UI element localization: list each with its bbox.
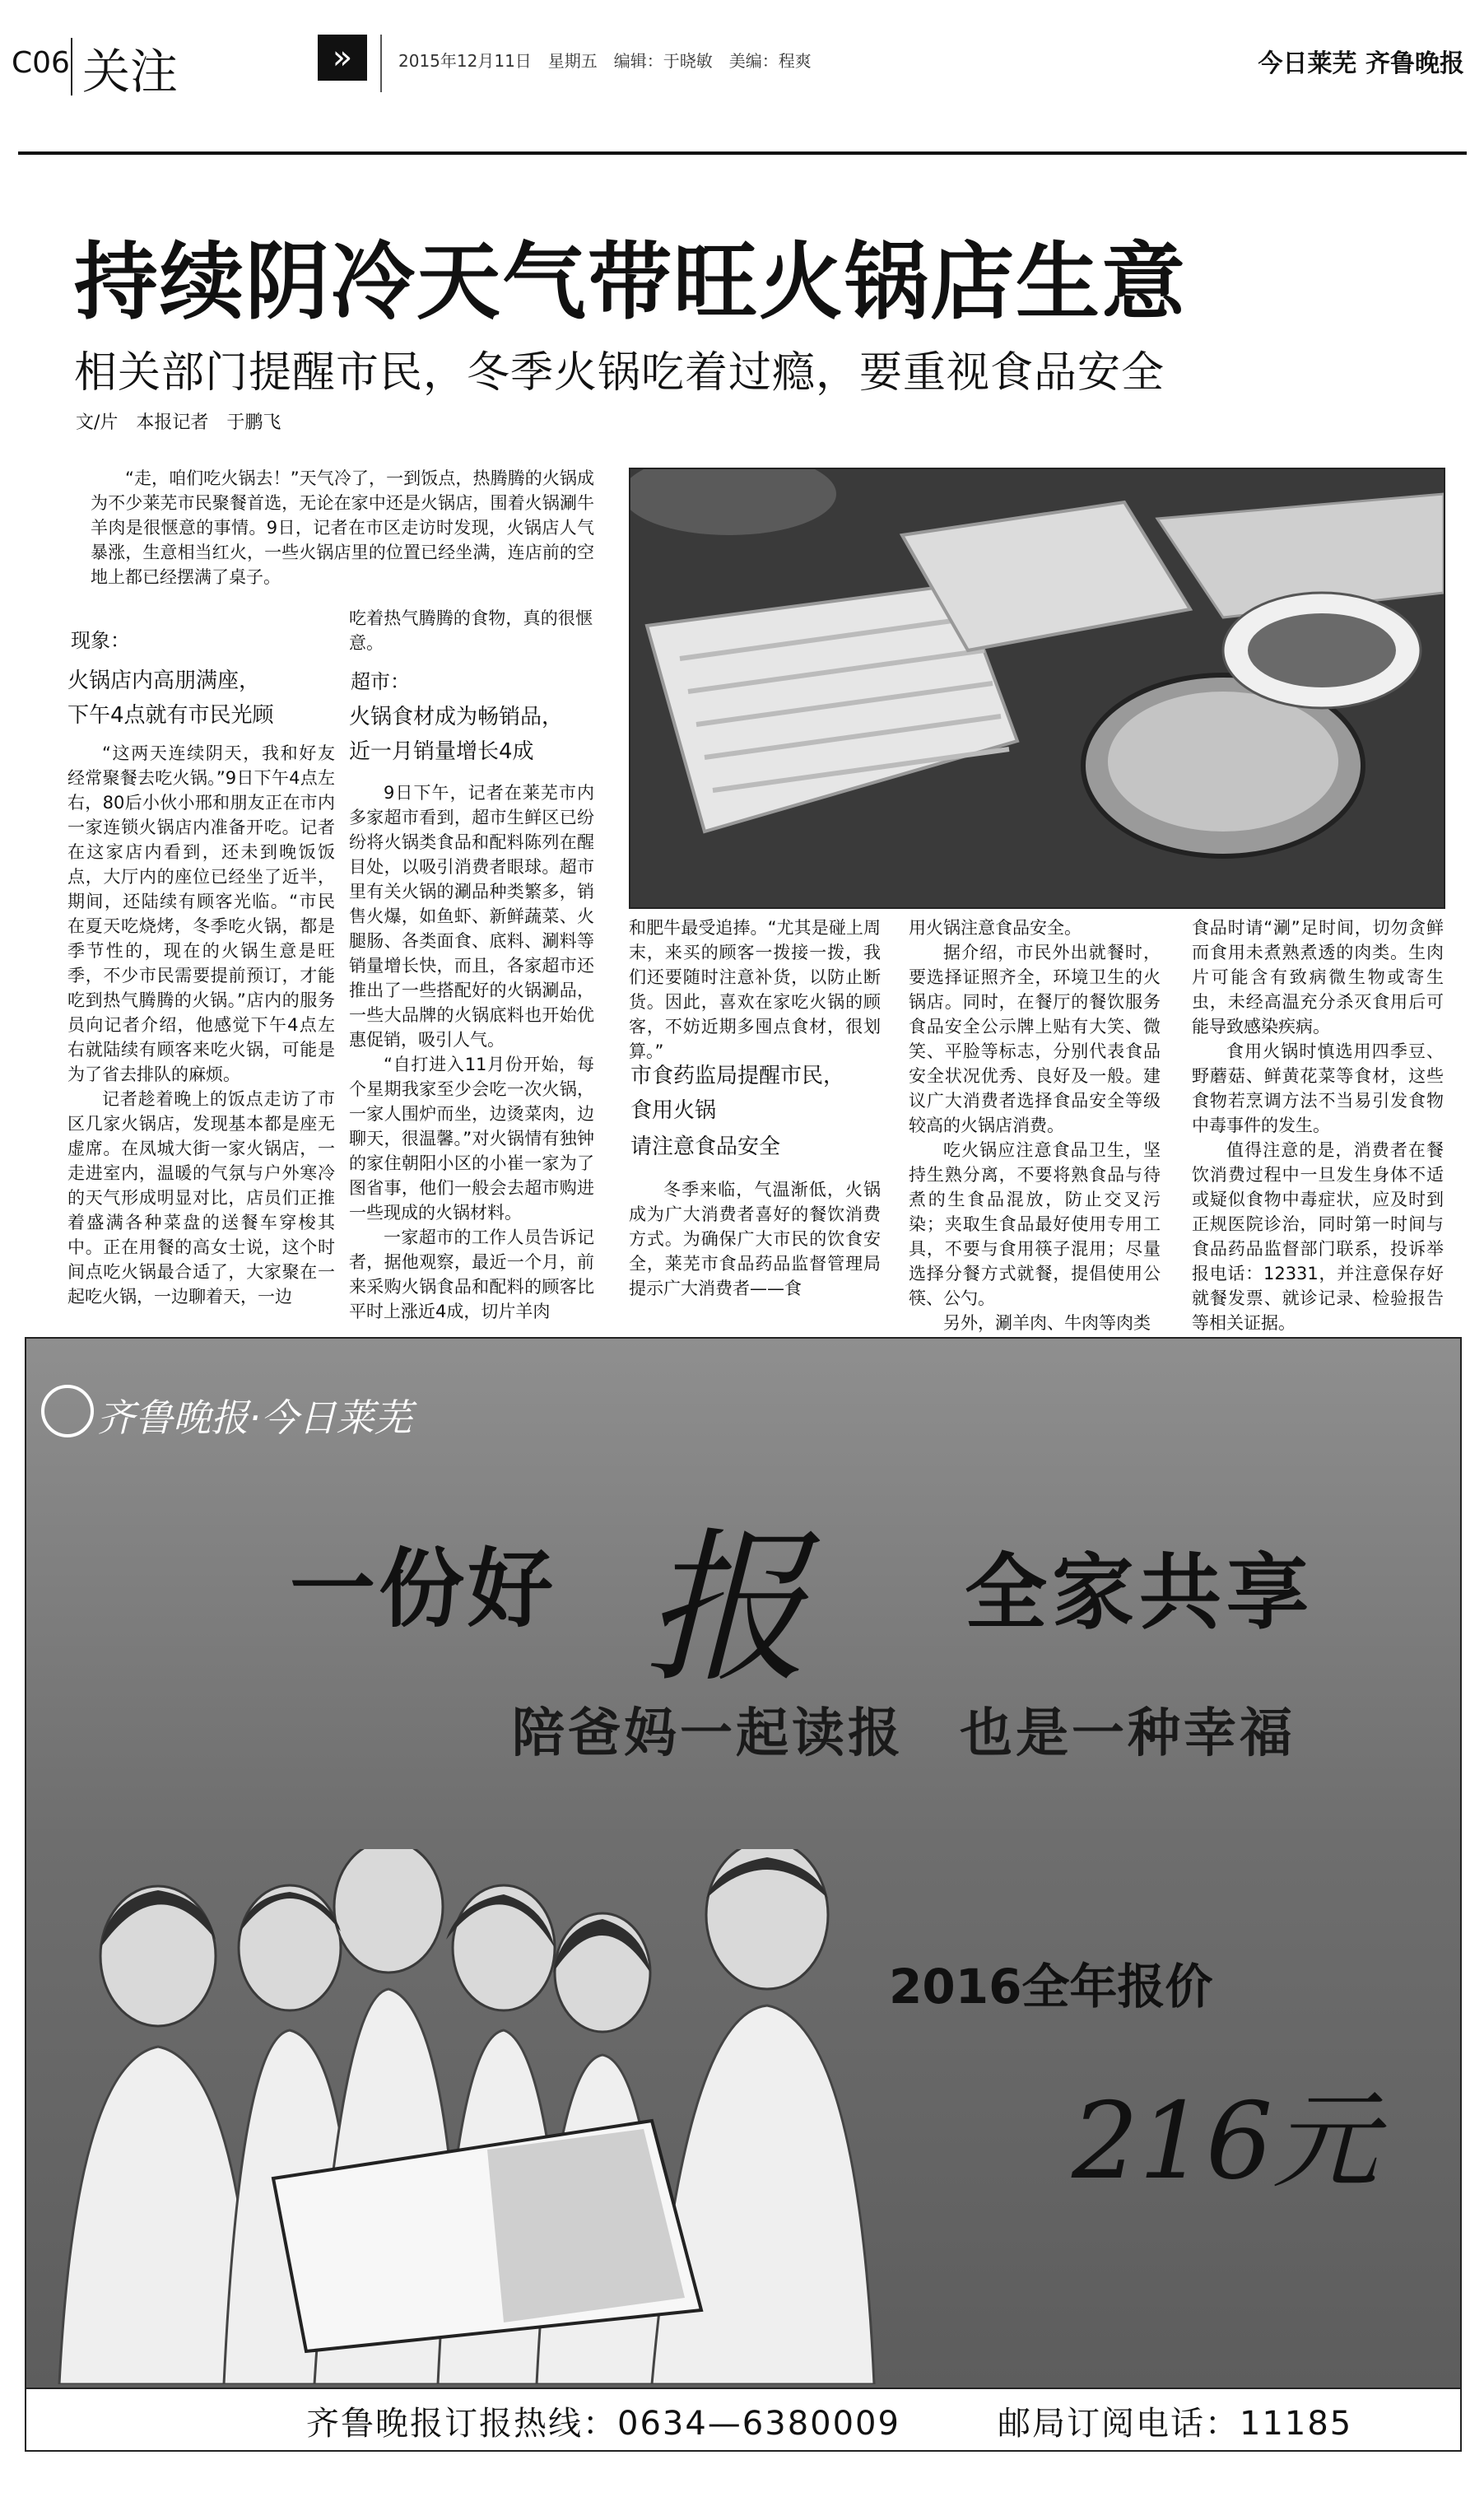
text-continuation: 吃着热气腾腾的食物，真的很惬意。 — [349, 608, 593, 653]
section-kicker: 现象： — [71, 629, 130, 652]
paragraph: “这两天连续阴天，我和好友经常聚餐去吃火锅。”9日下午4点左右，80后小伙小邢和朋友正在市内一家连锁火锅店内准备开吃。记者在这家店内看到，还未到晚饭饭点，大厅内的座位已经坐了近半，期间，还陆续有顾客光临。“市民在夏天吃烧烤，冬季吃火锅，都是季节性的，现在的火锅生意是旺季，不少市民需要提前预订，才能吃到热气腾腾的火锅。”店内的服务员向记者介绍，他感觉下午4点左右就陆续有顾客来吃火锅，可能是为了省去排队的麻烦。 — [67, 743, 335, 1084]
hotline-bar — [26, 2388, 1460, 2452]
ad-tagline: 陪爸妈一起读报 也是一种幸福 — [512, 1703, 1296, 1764]
article-subhead: 相关部门提醒市民，冬季火锅吃着过瘾，要重视食品安全 — [74, 348, 1165, 398]
page-number: C06 — [12, 46, 70, 80]
article-lead: “走，咱们吃火锅去！”天气冷了，一到饭点，热腾腾的火锅成为不少莱芜市民聚餐首选，无论在家中还是火锅店，围着火锅涮牛羊肉是很惬意的事情。9日，记者在市区走访时发现，火锅店人气暴涨，生意相当红火，一些火锅店里的位置已经坐满，连店前的空地上都已经摆满了桌子。 — [91, 468, 594, 587]
paragraph: 另外，涮羊肉、牛肉等肉类 — [943, 1313, 1151, 1333]
text-column-3 — [629, 1177, 881, 1301]
text-column-4 — [909, 915, 1161, 1335]
subsection-title: 请注意食品安全 — [630, 1134, 781, 1159]
article-headline: 持续阴冷天气带旺火锅店生意 — [74, 234, 1187, 332]
double-chevron-icon: » — [318, 35, 367, 81]
paragraph: 据介绍，市民外出就餐时，要选择证照齐全，环境卫生的火锅店。同时，在餐厅的餐饮服务食品安全公示牌上贴有大笑、微笑、平脸等标志，分别代表食品安全状况优秀、良好及一般。建议广大消费者选择食品安全等级较高的火锅店消费。 — [909, 943, 1161, 1135]
text-column-2 — [349, 780, 594, 1324]
hotline-text: 齐鲁晚报订报热线：0634—6380009 — [306, 2405, 900, 2443]
subsection-title: 食用火锅 — [630, 1098, 717, 1123]
price-label: 2016全年报价 — [889, 1959, 1213, 2015]
issue-info: 2015年12月11日 星期五 编辑：于晓敏 美编：程爽 — [398, 51, 812, 71]
text-column-5 — [1192, 915, 1444, 1335]
price-value: 216元 — [1072, 2080, 1379, 2203]
subsection-title: 市食药监局提醒市民， — [630, 1064, 845, 1088]
logo-icon — [41, 1385, 94, 1437]
paragraph: 一家超市的工作人员告诉记者，据他观察，最近一个月，前来采购火锅食品和配料的顾客比平时上涨近4成，切片羊肉 — [349, 1228, 594, 1321]
ad-slogan: 一份好 — [290, 1539, 557, 1639]
ad-logo: 齐鲁晚报·今日莱芜 — [97, 1395, 412, 1440]
subsection-title: 火锅食材成为畅销品， — [349, 705, 564, 729]
newspaper-brand: 今日莱芜 齐鲁晚报 — [1258, 49, 1464, 78]
family-reading-photo — [43, 1849, 882, 2384]
section-kicker: 超市： — [351, 670, 410, 693]
text-continuation: 和肥牛最受追捧。“尤其是碰上周末，来买的顾客一拨接一拨，我们还要随时注意补货，以防止断货。因此，喜欢在家吃火锅的顾客，不妨近期多囤点食材，很划算。” — [629, 918, 881, 1061]
paragraph: 吃火锅应注意食品卫生，坚持生熟分离，不要将熟食品与待煮的生食品混放，防止交叉污染；夹取生食品最好使用专用工具，不要与食用筷子混用；尽量选择分餐方式就餐，提倡使用公筷、公勺。 — [909, 1140, 1161, 1308]
paragraph: 9日下午，记者在莱芜市内多家超市看到，超市生鲜区已纷纷将火锅类食品和配料陈列在醒目处，以吸引消费者眼球。超市里有关火锅的涮品种类繁多，销售火爆，如鱼虾、新鲜蔬菜、火腿肠、各类面食、底料、涮料等销量增长快，而且，各家超市还推出了一些搭配好的火锅涮品，一些大品牌的火锅底料也开始优惠促销，吸引人气。 — [349, 783, 594, 1050]
paragraph: 冬季来临，气温渐低，火锅成为广大消费者喜好的餐饮消费方式。为确保广大市民的饮食安全，莱芜市食品药品监督管理局提示广大消费者——食 — [629, 1180, 881, 1298]
subsection-title: 火锅店内高朋满座， — [67, 669, 261, 693]
paragraph: 食品时请“涮”足时间，切勿贪鲜而食用未煮熟煮透的肉类。生肉片可能含有致病微生物或寄生虫，未经高温充分杀灭食用后可能导致感染疾病。 — [1192, 918, 1444, 1037]
paragraph: 食用火锅时慎选用四季豆、野蘑菇、鲜黄花菜等食材，这些食物若烹调方法不当易引发食物中毒事件的发生。 — [1192, 1041, 1444, 1135]
paragraph: 记者趁着晚上的饭点走访了市区几家火锅店，发现基本都是座无虚席。在凤城大街一家火锅店，一走进室内，温暖的气氛与户外寒冷的天气形成明显对比，店员们正推着盛满各种菜盘的送餐车穿梭其中。正在用餐的高女士说，这个时间点吃火锅最合适了，大家聚在一起吃火锅，一边聊着天，一边 — [67, 1089, 335, 1307]
ad-slogan: 全家共享 — [965, 1544, 1314, 1641]
paragraph: 用火锅注意食品安全。 — [909, 918, 1082, 938]
header-divider — [71, 38, 72, 96]
subscription-ad — [25, 1337, 1462, 2452]
subsection-title: 下午4点就有市民光顾 — [67, 703, 274, 728]
hotpot-photo-illustration — [630, 469, 1444, 907]
post-office-text: 邮局订阅电话：11185 — [998, 2405, 1353, 2443]
ad-slogan-emphasis: 报 — [644, 1513, 809, 1705]
text-column-1 — [67, 741, 335, 1309]
article-byline: 文/片 本报记者 于鹏飞 — [76, 412, 281, 433]
paragraph: “自打进入11月份开始，每个星期我家至少会吃一次火锅，一家人围炉而坐，边烫菜肉，边聊天，很温馨。”对火锅情有独钟的家住朝阳小区的小崔一家为了图省事，他们一般会去超市购进一些现成的火锅材料。 — [349, 1055, 594, 1223]
paragraph: 值得注意的是，消费者在餐饮消费过程中一旦发生身体不适或疑似食物中毒症状，应及时到正规医院诊治，同时第一时间与食品药品监督部门联系，投诉举报电话：12331，并注意保存好就餐发票、就诊记录、检验报告等相关证据。 — [1192, 1140, 1444, 1333]
header-divider — [380, 35, 382, 92]
section-title: 关注 — [82, 44, 179, 100]
hotpot-photo — [629, 468, 1445, 909]
header-rule — [18, 151, 1467, 155]
subsection-title: 近一月销量增长4成 — [349, 739, 534, 764]
